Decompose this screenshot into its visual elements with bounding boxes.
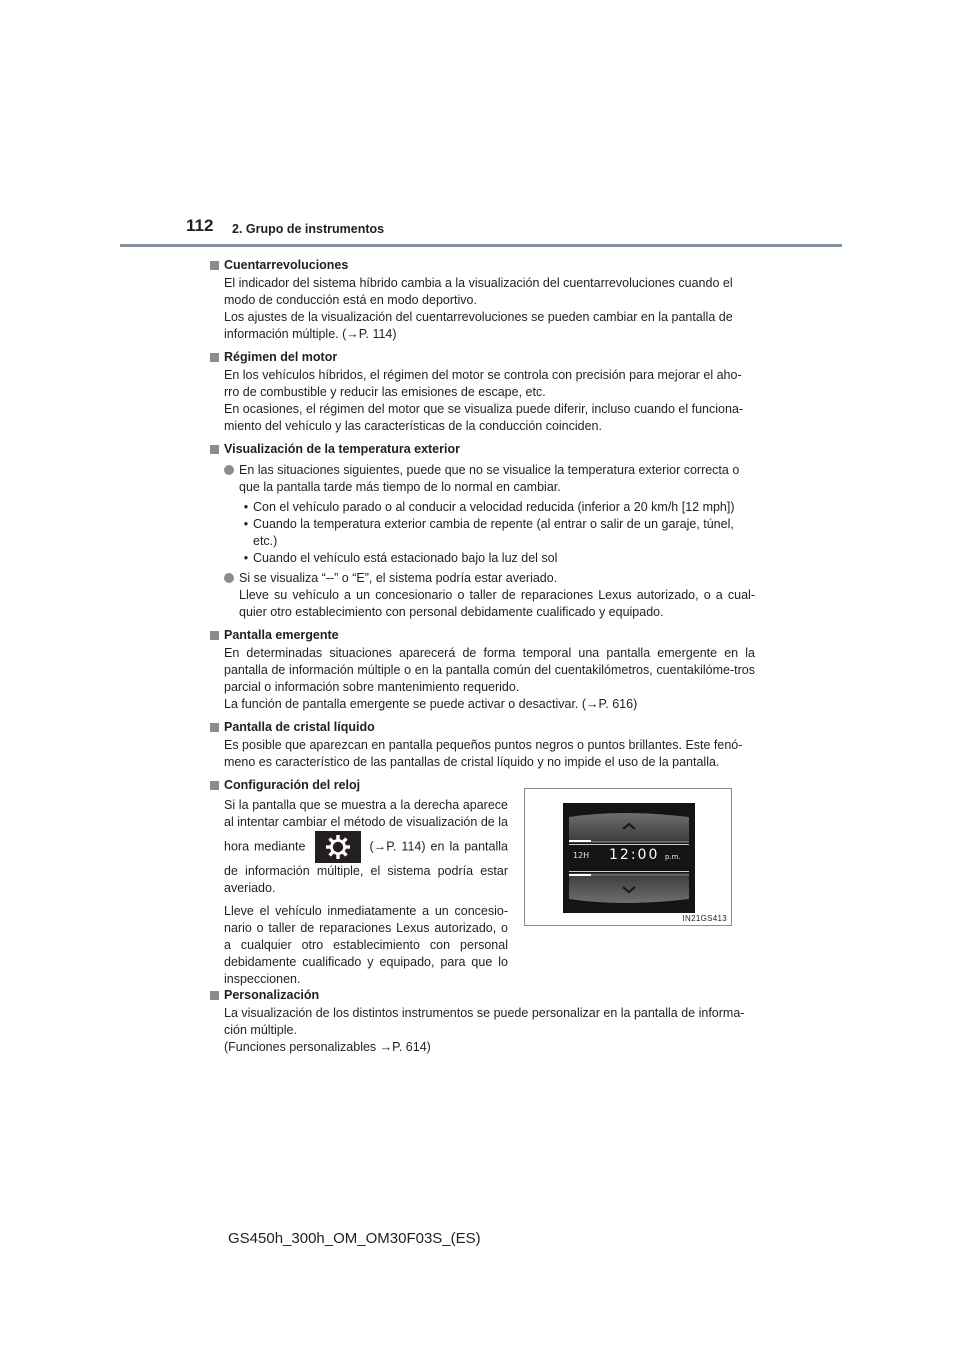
dot-bullet-icon: • — [243, 500, 249, 514]
heading-text: Pantalla emergente — [224, 628, 339, 642]
sub-bullet-text: Cuando la temperatura exterior cambia de repente (al entrar o salir de un garaje, túnel, etc.) — [253, 517, 734, 548]
page-content-bottom — [210, 986, 755, 1061]
display-screen — [563, 803, 695, 913]
sub-bullet-text: Cuando el vehículo está estacionado bajo la luz del sol — [253, 551, 558, 565]
paragraph-text: (→P. 114) en la pantalla de información múltiple, el sistema podría estar averiado. — [224, 839, 508, 895]
heading-text: Configuración del reloj — [224, 778, 361, 792]
list-item — [224, 462, 755, 567]
paragraph: El indicador del sistema híbrido cambia a la visualización del cuentarrevoluciones cuando el modo de conducción está en modo deportivo. — [224, 276, 733, 307]
page-header — [0, 0, 960, 250]
sub-bullet-text: Con el vehículo parado o al conducir a velocidad reducida (inferior a 20 km/h [12 mph]) — [253, 500, 735, 514]
paragraph — [224, 797, 508, 897]
section-title: 2. Grupo de instrumentos — [232, 222, 385, 236]
heading-text: Régimen del motor — [224, 350, 338, 364]
paragraph: (Funciones personalizables →P. 614) — [224, 1040, 431, 1054]
square-bullet-icon — [210, 445, 219, 454]
square-bullet-icon — [210, 723, 219, 732]
page-number: 112 — [186, 216, 214, 235]
paragraph-text: Si la pantalla que se muestra a la derecha aparece al intentar cambiar el método de visualización de la hora mediante — [224, 798, 508, 854]
header-rule — [120, 244, 842, 247]
heading-text: Pantalla de cristal líquido — [224, 720, 375, 734]
clock-screen-figure — [524, 788, 732, 926]
square-bullet-icon — [210, 261, 219, 270]
square-bullet-icon — [210, 781, 219, 790]
section-heading — [210, 256, 755, 275]
section-popup — [210, 626, 755, 713]
section-heading — [210, 718, 755, 737]
paragraph: En los vehículos híbridos, el régimen del motor se controla con precisión para mejorar el aho-rro de combustible y reducir las emisiones de escape, etc. — [224, 368, 742, 399]
section-outside-temperature — [210, 440, 755, 621]
figure-code: IN21GS413 — [682, 914, 727, 923]
paragraph: En determinadas situaciones aparecerá de forma temporal una pantalla emergente en la pantalla de información múltiple o en la pantalla común del cuentakilómetros, cuentakilóme-tros parcial o información sobre mantenimiento requerido. — [224, 646, 755, 694]
section-heading — [210, 348, 755, 367]
section-customization — [210, 986, 755, 1056]
sub-bullet — [239, 550, 755, 567]
section-engine-speed — [210, 348, 755, 435]
square-bullet-icon — [210, 991, 219, 1000]
paragraph: La función de pantalla emergente se puede activar o desactivar. (→P. 616) — [224, 697, 638, 711]
square-bullet-icon — [210, 353, 219, 362]
gear-icon — [315, 831, 361, 863]
section-heading — [210, 440, 755, 459]
square-bullet-icon — [210, 631, 219, 640]
dot-bullet-icon: • — [243, 551, 249, 565]
section-heading — [210, 986, 755, 1005]
clock-time: 12:00 — [609, 847, 660, 863]
section-tachometer — [210, 256, 755, 343]
paragraph: La visualización de los distintos instrumentos se puede personalizar en la pantalla de informa-ción múltiple. — [224, 1006, 745, 1037]
section-heading — [210, 626, 755, 645]
sub-bullet — [239, 516, 755, 550]
paragraph: Lleve el vehículo inmediatamente a un concesio-nario o taller de reparaciones Lexus autorizado, o a cualquier otro establecimiento con personal debidamente cualificado y equipado, para que lo inspeccionen. — [224, 904, 508, 986]
circle-bullet-icon — [224, 465, 234, 475]
clock-ampm: p.m. — [665, 853, 681, 861]
heading-text: Visualización de la temperatura exterior — [224, 442, 460, 456]
heading-text: Personalización — [224, 988, 320, 1002]
paragraph: Los ajustes de la visualización del cuentarrevoluciones se pueden cambiar en la pantalla de información múltiple. (→P. 114) — [224, 310, 733, 341]
sub-bullet-list — [239, 499, 755, 567]
list-item — [224, 570, 755, 621]
sub-bullet — [239, 499, 755, 516]
item-text: Lleve su vehículo a un concesionario o taller de reparaciones Lexus autorizado, o a cual-quier otro establecimiento con personal debidamente cualificado y equipado. — [239, 588, 755, 619]
heading-text: Cuentarrevoluciones — [224, 258, 349, 272]
dot-bullet-icon: • — [243, 517, 249, 531]
clock-mode-label: 12H — [573, 851, 590, 860]
paragraph: En ocasiones, el régimen del motor que se visualiza puede diferir, incluso cuando el funciona-miento del vehículo y las características de la conducción coinciden. — [224, 402, 744, 433]
clock-text — [224, 797, 508, 994]
document-code: GS450h_300h_OM_OM30F03S_(ES) — [228, 1230, 481, 1247]
item-text: En las situaciones siguientes, puede que no se visualice la temperatura exterior correcta o que la pantalla tarde más tiempo de lo normal en cambiar. — [239, 463, 740, 494]
circle-bullet-icon — [224, 573, 234, 583]
item-text: Si se visualiza “--” o “E”, el sistema podría estar averiado. — [239, 571, 558, 585]
section-lcd — [210, 718, 755, 771]
paragraph: Es posible que aparezcan en pantalla pequeños puntos negros o puntos brillantes. Este fenó-meno es característico de las pantallas de cristal líquido y no impide el uso de la pantalla. — [224, 738, 743, 769]
